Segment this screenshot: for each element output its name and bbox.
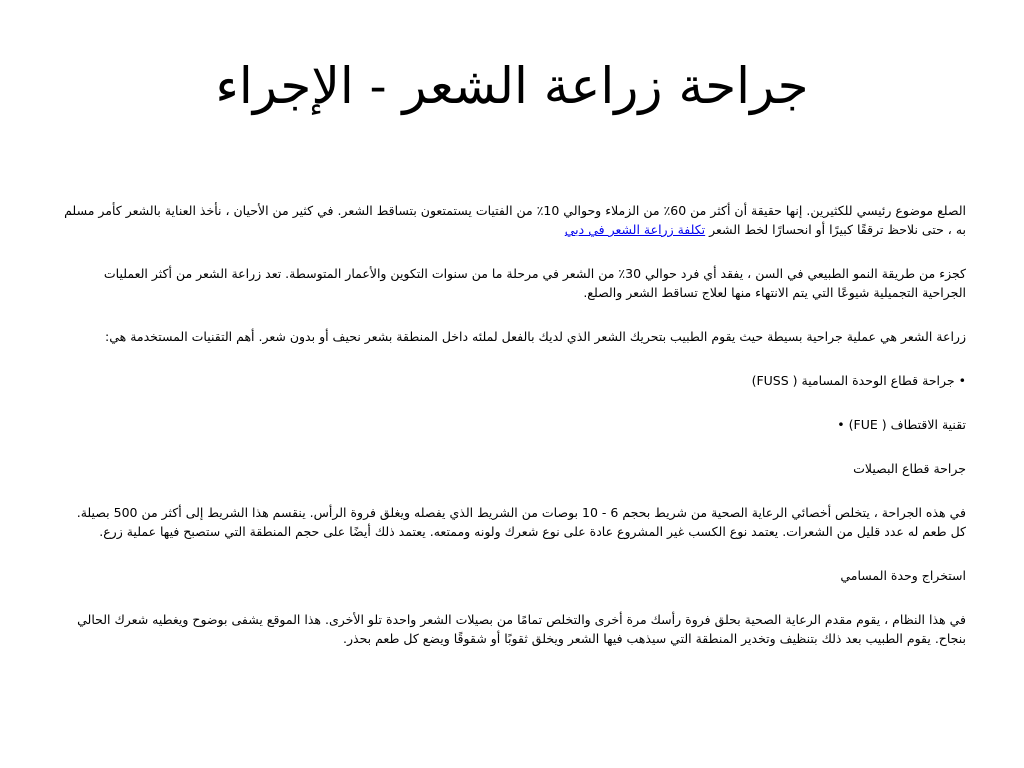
paragraph-techniques-intro: زراعة الشعر هي عملية جراحية بسيطة حيث يقوم الطبيب بتحريك الشعر الذي لديك بالفعل لملئه داخل المنطقة بشعر نحيف أو بدون شعر. أهم التقنيات المستخدمة هي: (105, 329, 966, 344)
paragraph-strip-surgery: في هذه الجراحة ، يتخلص أخصائي الرعاية الصحية من شريط بحجم 6 - 10 بوصات من الشريط الذي يفصله ويغلق فروة الرأس. ينقسم هذا الشريط إلى أكثر من 500 بصيلة. كل طعم له عدد قليل من الشعرات. يعتمد نوع الكسب غير المشروع عادة على نوع شعرك ولونه وممتعه. يعتمد ذلك أيضًا على حجم المنطقة التي ستصبح فيها عملية زرع. (76, 505, 966, 539)
technique-item-fuss: • جراحة قطاع الوحدة المسامية ( FUSS) (751, 373, 966, 388)
paragraph-natural-growth: كجزء من طريقة النمو الطبيعي في السن ، يفقد أي فرد حوالي 30٪ من الشعر في مرحلة ما من سنوات التكوين والأعمار المتوسطة. تعد زراعة الشعر من أكثر العمليات الجراحية التجميلية شيوعًا التي يتم الانتهاء منها لعلاج تساقط الشعر والصلع. (103, 266, 966, 300)
paragraph-intro-text: الصلع موضوع رئيسي للكثيرين. إنها حقيقة أن أكثر من 60٪ من الزملاء وحوالي 10٪ من الفتيات يستمتعون بتساقط الشعر. في كثير من الأحيان ، نأخذ العناية بالشعر كأمر مسلم به ، حتى نلاحظ ترققًا كبيرًا أو انحسارًا لخط الشعر (64, 203, 966, 237)
paragraph-fue: في هذا النظام ، يقوم مقدم الرعاية الصحية بحلق فروة رأسك مرة أخرى والتخلص تمامًا من بصيلات الشعر واحدة تلو الأخرى. هذا الموقع يشفى بوضوح ويغطيه شعرك الحالي بنجاح. يقوم الطبيب بعد ذلك بتنظيف وتخدير المنطقة التي سيذهب فيها الشعر ويخلق ثقوبًا أو شقوقًا ويضع كل طعم بحذر. (77, 612, 966, 646)
slide-body (58, 201, 966, 673)
slide-title: جراحة زراعة الشعر - الإجراء (215, 57, 809, 115)
section-heading-fue: استخراج وحدة المسامي (840, 568, 966, 583)
technique-item-fue: تقنية الاقتطاف ( FUE) • (837, 417, 966, 432)
section-heading-strip-surgery: جراحة قطاع البصيلات (853, 461, 966, 476)
hair-transplant-cost-link[interactable]: تكلفة زراعة الشعر في دبي (564, 222, 706, 237)
paragraph-intro (58, 201, 966, 239)
